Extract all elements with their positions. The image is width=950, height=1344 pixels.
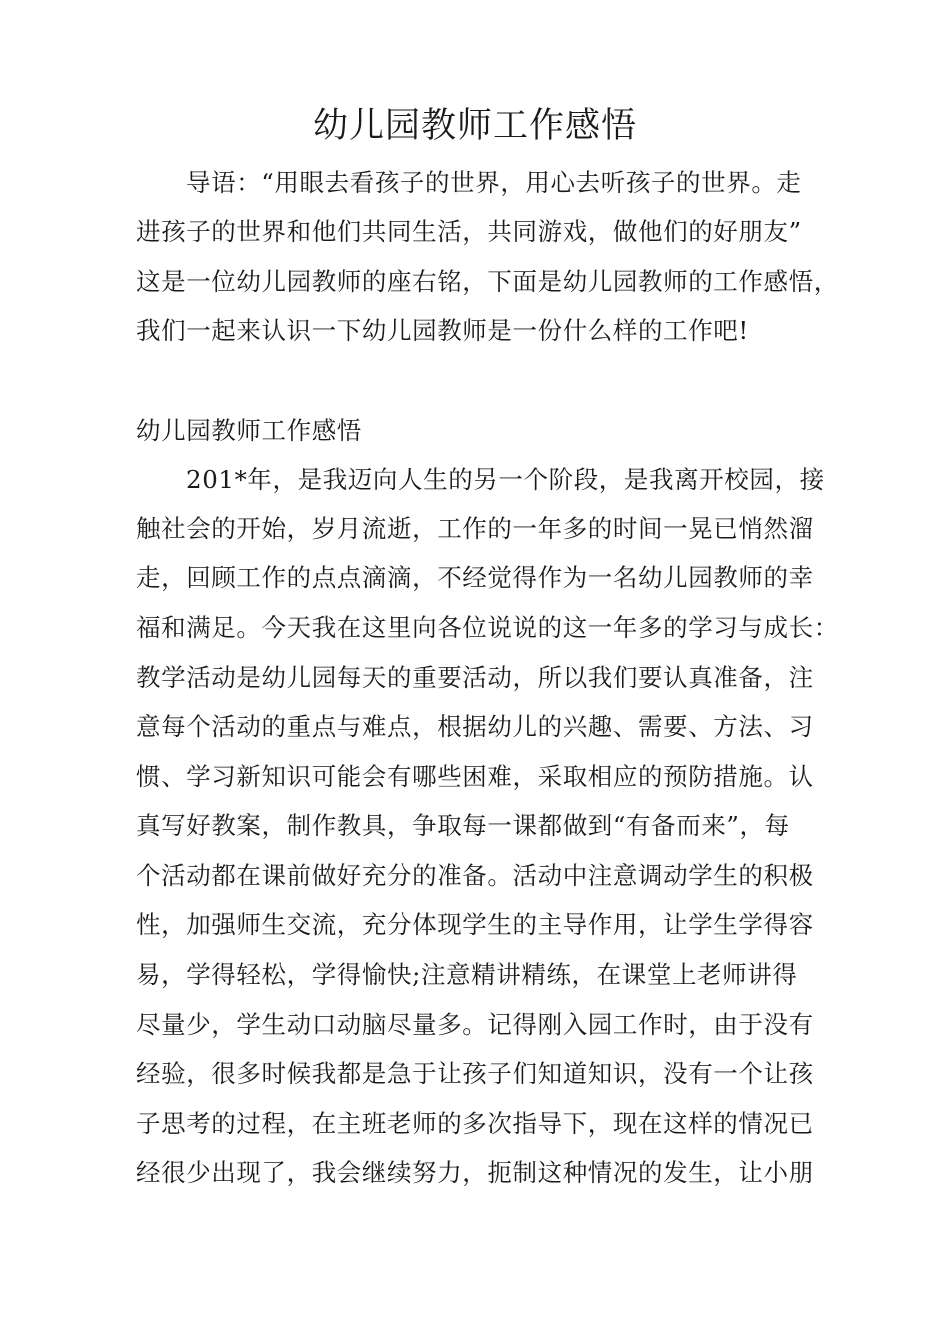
body-line: 201*年，是我迈向人生的另一个阶段，是我离开校园，接 (186, 465, 825, 494)
body-line: 惯、学习新知识可能会有哪些困难，采取相应的预防措施。认 (136, 762, 814, 791)
body-line: 意每个活动的重点与难点，根据幼儿的兴趣、需要、方法、习 (136, 712, 814, 741)
intro-line: 我们一起来认识一下幼儿园教师是一份什么样的工作吧! (136, 316, 749, 345)
body-line: 走，回顾工作的点点滴滴，不经觉得作为一名幼儿园教师的幸 (136, 563, 814, 592)
body-line: 个活动都在课前做好充分的准备。活动中注意调动学生的积极 (136, 861, 814, 890)
body-line: 福和满足。今天我在这里向各位说说的这一年多的学习与成长： (136, 613, 839, 642)
section-heading: 幼儿园教师工作感悟 (136, 416, 362, 445)
body-line: 真写好教案，制作教具，争取每一课都做到“有备而来”，每 (136, 811, 790, 840)
body-line: 经验，很多时候我都是急于让孩子们知道知识，没有一个让孩 (136, 1059, 814, 1088)
body-line: 教学活动是幼儿园每天的重要活动，所以我们要认真准备，注 (136, 663, 814, 692)
body-line: 性，加强师生交流，充分体现学生的主导作用，让学生学得容 (136, 910, 814, 939)
body-line: 尽量少，学生动口动脑尽量多。记得刚入园工作时，由于没有 (136, 1010, 814, 1039)
body-line: 易，学得轻松，学得愉快;注意精讲精练，在课堂上老师讲得 (136, 960, 798, 989)
intro-line: 这是一位幼儿园教师的座右铭，下面是幼儿园教师的工作感悟， (136, 267, 839, 296)
body-line: 触社会的开始，岁月流逝，工作的一年多的时间一晃已悄然溜 (136, 514, 814, 543)
body-line: 子思考的过程，在主班老师的多次指导下，现在这样的情况已 (136, 1109, 814, 1138)
document-title: 幼儿园教师工作感悟 (312, 106, 637, 146)
intro-line: 进孩子的世界和他们共同生活，共同游戏，做他们的好朋友” (136, 217, 802, 246)
intro-line: 导语：“用眼去看孩子的世界，用心去听孩子的世界。走 (186, 168, 802, 197)
body-line: 经很少出现了，我会继续努力，扼制这种情况的发生，让小朋 (136, 1158, 814, 1187)
